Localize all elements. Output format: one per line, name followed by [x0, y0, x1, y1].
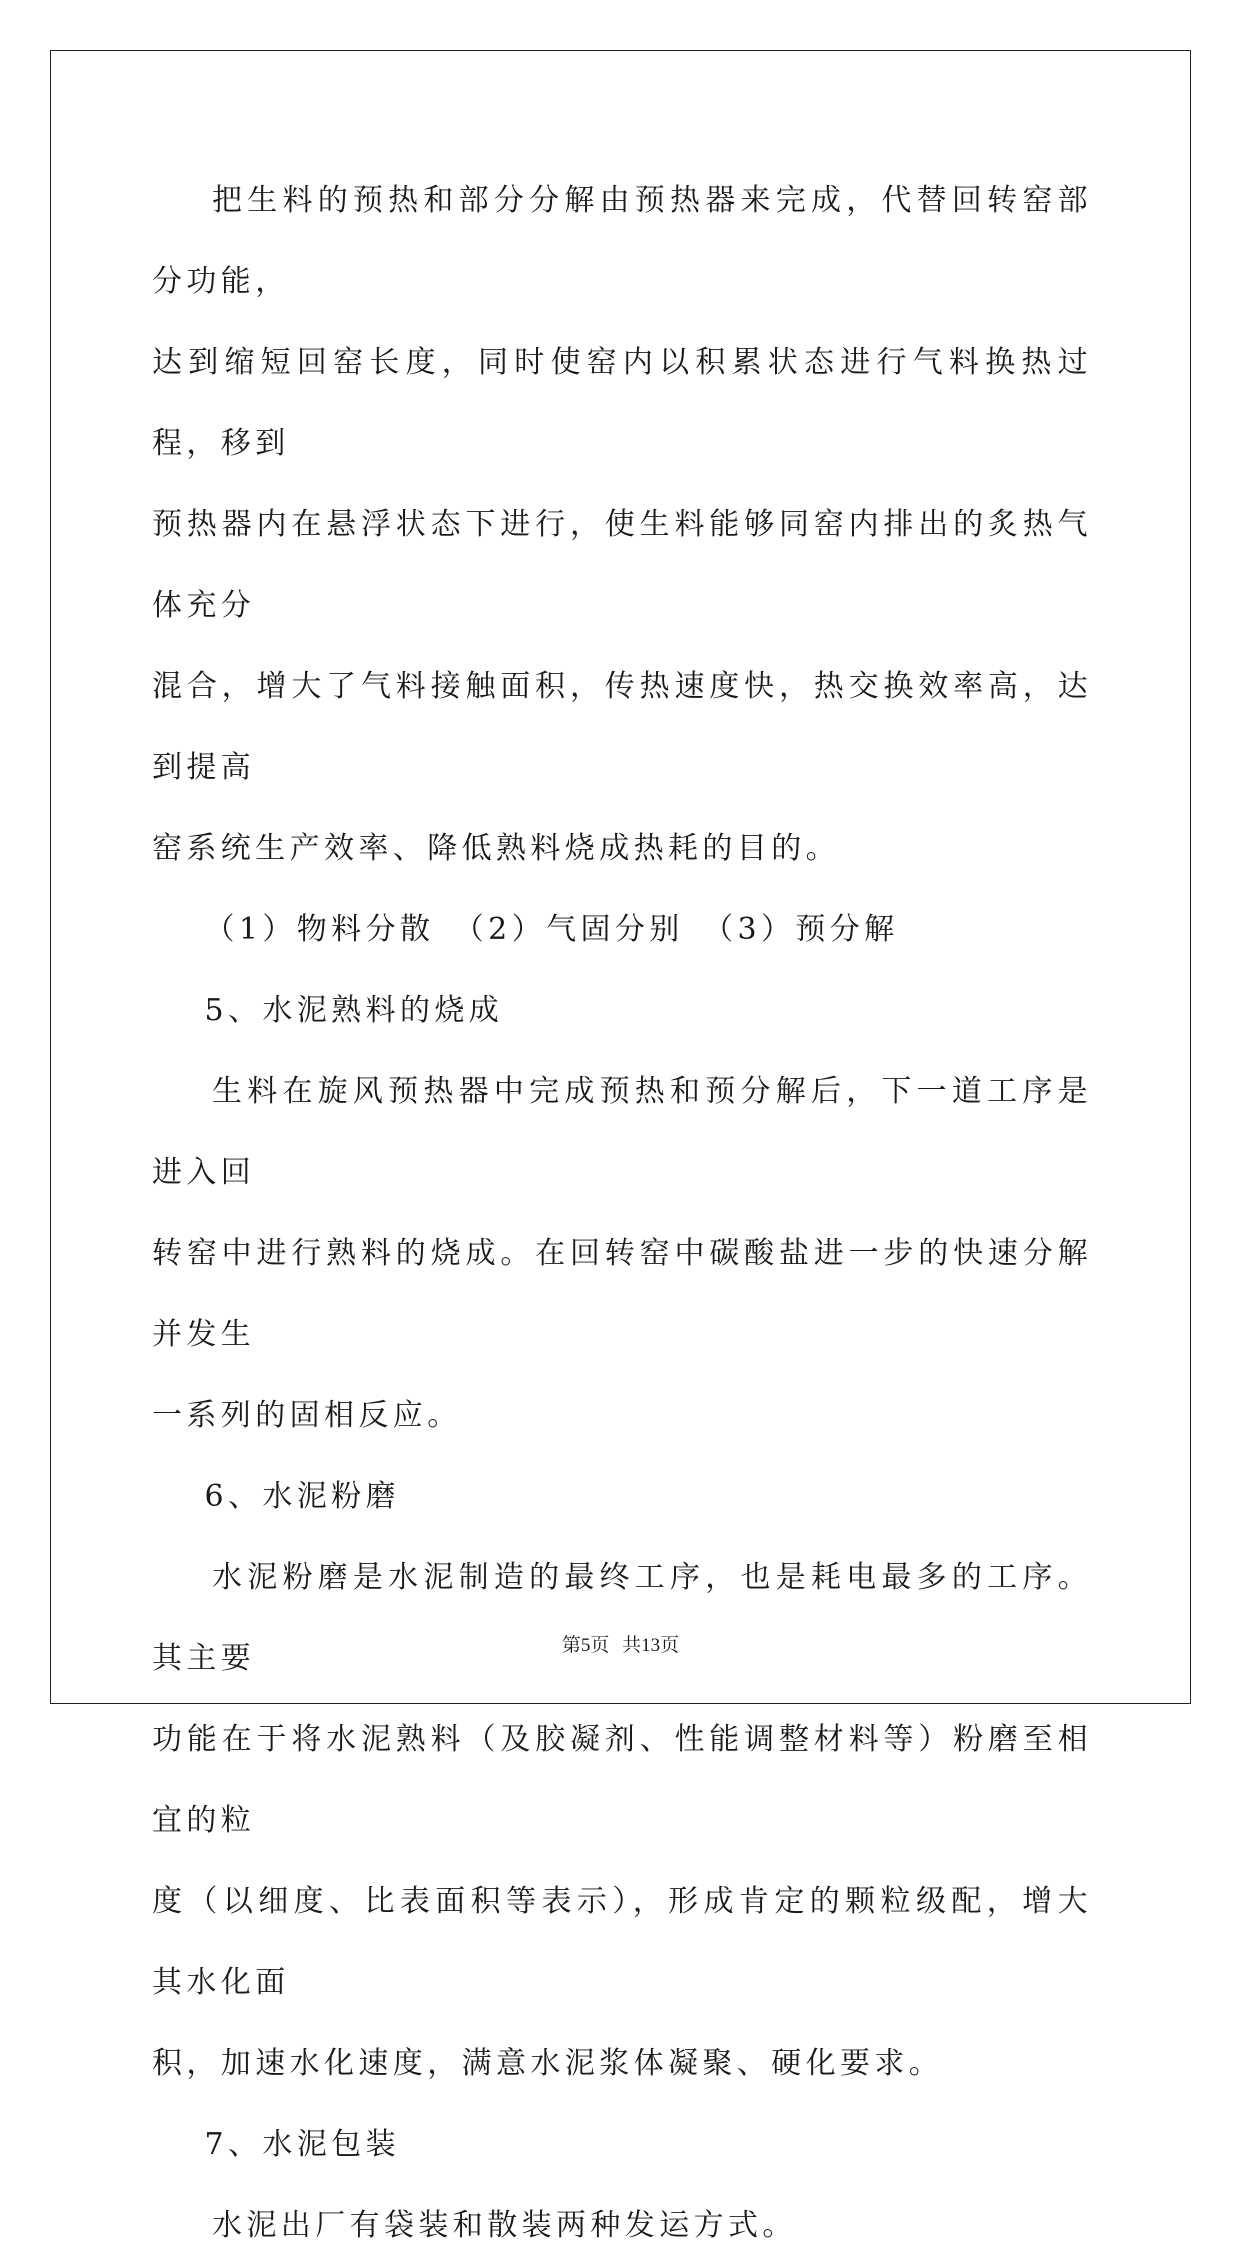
page-number: 第5页 — [561, 1635, 610, 1656]
text-line: 水泥出厂有袋装和散装两种发运方式。 — [212, 2208, 797, 2243]
paragraph-preheater — [152, 160, 1092, 889]
text-line: 功能在于将水泥熟料（及胶凝剂、性能调整材料等）粉磨至相宜的粒 — [152, 1722, 1092, 1838]
section-heading-clinker-burning — [152, 970, 1092, 1051]
text-line: （1）物料分散 （2）气固分别 （3）预分解 — [204, 912, 899, 947]
text-line: 生料在旋风预热器中完成预热和预分解后，下一道工序是进入回 — [152, 1074, 1092, 1190]
text-line: 转窑中进行熟料的烧成。在回转窑中碳酸盐进一步的快速分解并发生 — [152, 1236, 1092, 1352]
text-line: 窑系统生产效率、降低熟料烧成热耗的目的。 — [152, 831, 840, 866]
paragraph-clinker-burning — [152, 1051, 1092, 1456]
text-line: 预热器内在悬浮状态下进行，使生料能够同窑内排出的炙热气体充分 — [152, 507, 1092, 623]
text-line: 混合，增大了气料接触面积，传热速度快，热交换效率高，达到提高 — [152, 669, 1092, 785]
text-line: 一系列的固相反应。 — [152, 1398, 462, 1433]
text-line: 水泥粉磨是水泥制造的最终工序，也是耗电最多的工序。其主要 — [152, 1560, 1092, 1676]
paragraph-cement-grinding — [152, 1537, 1092, 2104]
section-heading-cement-grinding — [152, 1456, 1092, 1537]
text-line: 达到缩短回窑长度，同时使窑内以积累状态进行气料换热过程，移到 — [152, 345, 1092, 461]
list-items-line — [152, 889, 1092, 970]
heading-text: 5、水泥熟料的烧成 — [204, 993, 504, 1028]
document-body — [152, 160, 1092, 2266]
page-total: 共13页 — [622, 1635, 680, 1656]
text-line: 度（以细度、比表面积等表示），形成肯定的颗粒级配，增大其水化面 — [152, 1884, 1092, 2000]
paragraph-cement-packaging — [152, 2185, 1092, 2266]
page-footer — [0, 1630, 1241, 1657]
section-heading-cement-packaging — [152, 2104, 1092, 2185]
text-line: 积，加速水化速度，满意水泥浆体凝聚、硬化要求。 — [152, 2046, 944, 2081]
text-line: 把生料的预热和部分分解由预热器来完成，代替回转窑部分功能， — [152, 183, 1092, 299]
heading-text: 6、水泥粉磨 — [204, 1479, 400, 1514]
heading-text: 7、水泥包装 — [204, 2127, 400, 2162]
